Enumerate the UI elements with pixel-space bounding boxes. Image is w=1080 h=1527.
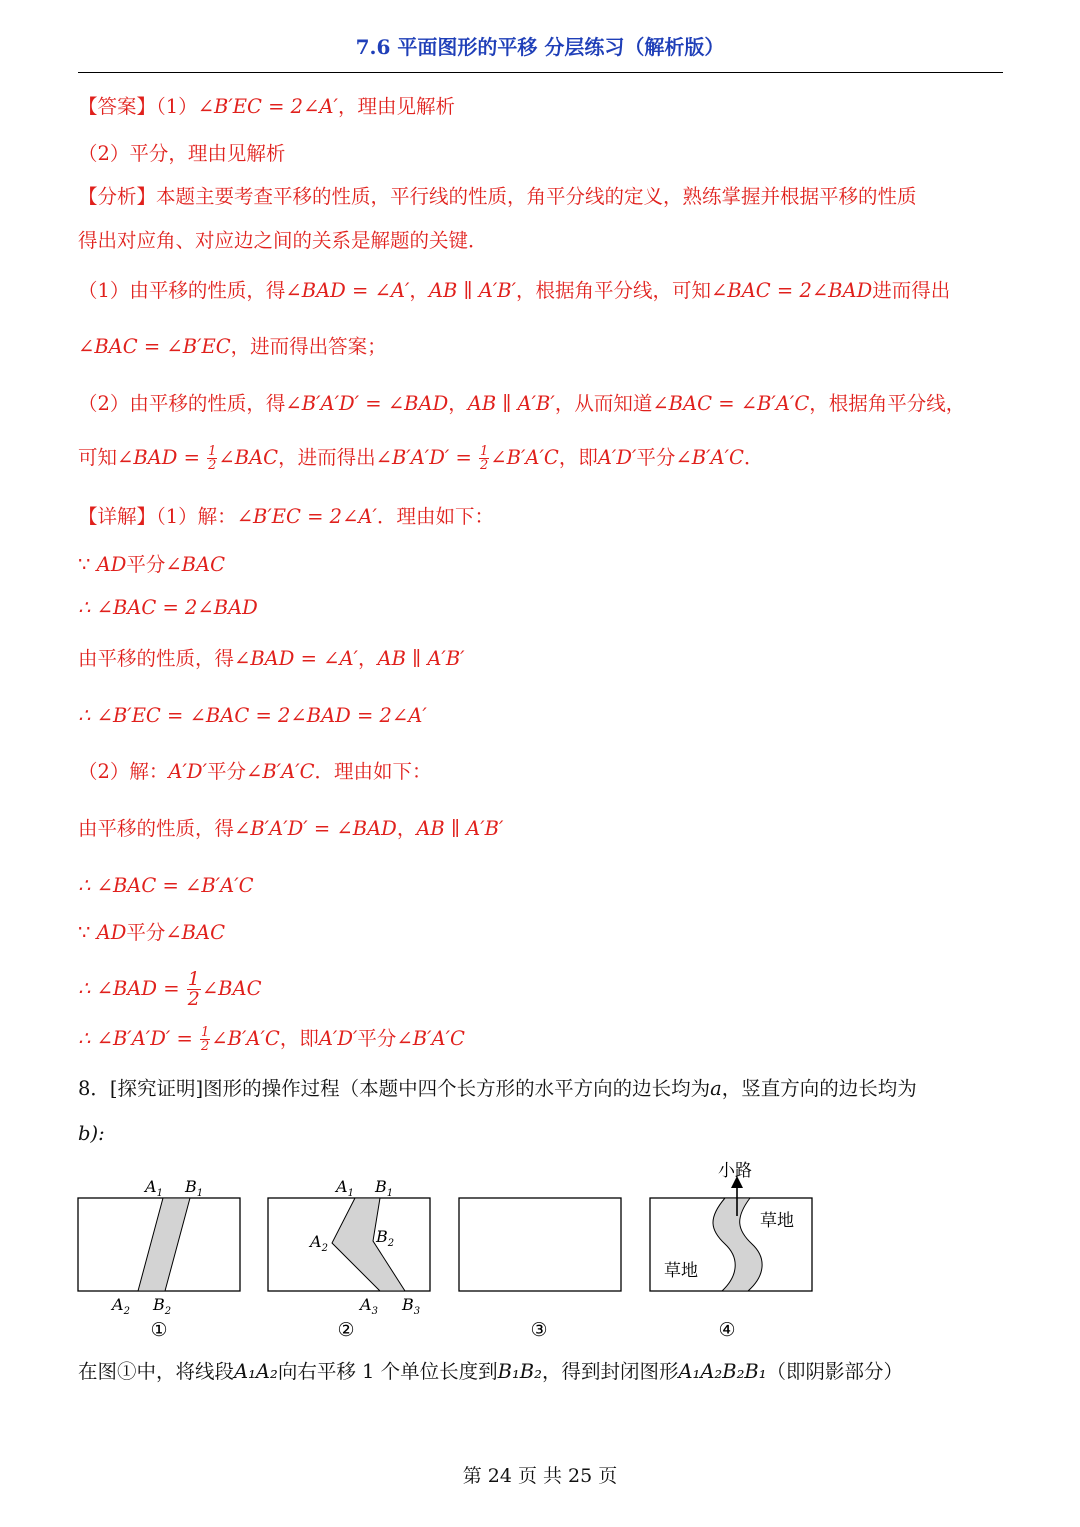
detail-l6-text-3: ．理由如下： xyxy=(314,760,432,783)
figure-3 xyxy=(459,1198,621,1341)
detail-line-5: ∴ ∠B′EC = ∠BAC = 2∠BAD = 2∠A′ xyxy=(78,704,427,727)
detail-l11-text-2: 平分 xyxy=(357,1027,397,1050)
detail-l11-math-4: ∠B′A′C xyxy=(396,1027,465,1050)
analysis-p2-math-7: ∠B′A′C xyxy=(490,446,559,469)
fraction-numerator: 1 xyxy=(480,444,489,459)
label-B1: $B_1$ xyxy=(185,1177,204,1199)
fraction-numerator: 1 xyxy=(208,444,217,459)
detail-l4-math-2: AB ∥ A′B′ xyxy=(377,647,465,670)
analysis-text-1: 本题主要考查平移的性质，平行线的性质，角平分线的定义，熟练掌握并根据平移的性质 xyxy=(156,185,917,208)
label-B2: $B_2$ xyxy=(153,1295,172,1317)
question8-bottom-line xyxy=(78,1358,903,1386)
detail-l7-math-2: AB ∥ A′B′ xyxy=(416,817,504,840)
analysis-p2-text-5: ，进而得出 xyxy=(278,446,376,469)
fraction-denominator: 2 xyxy=(480,458,489,473)
figure-3-rectangle xyxy=(459,1198,621,1291)
question8-text-2: ，竖直方向的边长均为 xyxy=(721,1077,917,1100)
fraction-half xyxy=(200,1026,210,1053)
detail-line-11 xyxy=(78,1025,465,1053)
analysis-p2-math-5: ∠BAC xyxy=(218,446,279,469)
detail-l6-math: A′D′ xyxy=(168,760,207,783)
analysis-p2-line-1 xyxy=(78,390,965,418)
analysis-p1-comma: ， xyxy=(409,279,429,302)
variable-a: a xyxy=(710,1077,722,1100)
shape-A1A2B2B1: A₁A₂B₂B₁ xyxy=(678,1360,767,1383)
analysis-p2-text: （2）由平移的性质，得 xyxy=(78,392,286,415)
analysis-p1-text-4: ，进而得出答案； xyxy=(230,335,387,358)
analysis-p2-math-4: ∠BAD = xyxy=(117,446,207,469)
q8-text-1: 在图①中，将线段 xyxy=(78,1360,235,1383)
fraction-denominator: 2 xyxy=(208,458,217,473)
label-A3: $A_3$ xyxy=(360,1295,378,1317)
fraction-half xyxy=(207,445,217,472)
figure-1 xyxy=(78,1177,240,1341)
q8-text-4: （即阴影部分） xyxy=(766,1360,904,1383)
analysis-p2-math-6: ∠B′A′D′ = xyxy=(375,446,479,469)
detail-l2-text: 平分 xyxy=(126,553,166,576)
label-B2: $B_2$ xyxy=(376,1227,395,1249)
figure-2-label: ② xyxy=(337,1319,355,1341)
detail-l11-math-2: ∠B′A′C xyxy=(211,1027,280,1050)
detail-l1-text-2: ．理由如下： xyxy=(376,505,494,528)
analysis-p1-text-3: 进而得出 xyxy=(872,279,951,302)
q8-text-3: ，得到封闭图形 xyxy=(541,1360,679,1383)
detail-line-1 xyxy=(78,503,494,531)
grass-label-right: 草地 xyxy=(760,1211,794,1231)
q8-text-2: 向右平移 1 个单位长度到 xyxy=(277,1360,498,1383)
detail-l7-math: ∠B′A′D′ = ∠BAD xyxy=(234,817,397,840)
path-label: 小路 xyxy=(718,1161,752,1181)
detail-l9-math-2: ∠BAC xyxy=(165,921,226,944)
header-divider xyxy=(78,72,1003,73)
fraction-denominator: 2 xyxy=(201,1039,210,1054)
analysis-p2-period: ． xyxy=(743,446,764,469)
question8-line-2: b): xyxy=(78,1122,105,1145)
analysis-p1-math-2: AB ∥ A′B′ xyxy=(428,279,517,302)
segment-B1B2: B₁B₂ xyxy=(497,1360,542,1383)
analysis-p2-line-2 xyxy=(78,444,763,472)
figure-4-label: ④ xyxy=(718,1319,736,1341)
analysis-p2-text-2: ，从而知道 xyxy=(554,392,653,415)
label-B1: $B_1$ xyxy=(375,1177,394,1199)
figure-1-label: ① xyxy=(150,1319,168,1341)
answer-p1-suffix: ，理由见解析 xyxy=(337,95,455,118)
analysis-p2-comma: ， xyxy=(448,392,468,415)
analysis-p1-line-1 xyxy=(78,277,950,305)
detail-l11-math: ∴ ∠B′A′D′ = xyxy=(78,1027,200,1050)
detail-l7-comma: ， xyxy=(396,817,417,840)
detail-l6-text: （2）解： xyxy=(78,760,169,783)
label-A1: $A_1$ xyxy=(145,1177,163,1199)
figure-3-label: ③ xyxy=(530,1319,548,1341)
figure-4 xyxy=(650,1161,812,1341)
page-footer: 第 24 页 共 25 页 xyxy=(462,1465,618,1487)
analysis-line-1 xyxy=(78,183,917,211)
analysis-p1-text-2: ，根据角平分线，可知 xyxy=(516,279,712,302)
detail-l7-text: 由平移的性质，得 xyxy=(78,817,235,840)
detail-l9-text: 平分 xyxy=(126,921,166,944)
detail-l2-math: AD xyxy=(96,553,127,576)
analysis-p2-text-6: ，即 xyxy=(558,446,598,469)
fraction-half xyxy=(187,970,201,1009)
because-symbol: ∵ xyxy=(78,553,97,576)
page-header-title: 7.6 平面图形的平移 分层练习（解析版） xyxy=(355,35,725,59)
label-A1: $A_1$ xyxy=(336,1177,354,1199)
answer-line-2: （2）平分，理由见解析 xyxy=(78,142,286,165)
detail-line-4 xyxy=(78,645,465,673)
answer-tag: 【答案】 xyxy=(78,95,157,118)
label-A2: $A_2$ xyxy=(310,1232,328,1254)
detail-l11-text: ，即 xyxy=(279,1027,319,1050)
fraction-numerator: 1 xyxy=(201,1025,210,1040)
answer-line-1 xyxy=(78,93,455,121)
detail-line-7 xyxy=(78,815,503,843)
analysis-tag: 【分析】 xyxy=(78,185,157,208)
figures-diagram xyxy=(70,1148,830,1348)
detail-l11-math-3: A′D′ xyxy=(318,1027,358,1050)
detail-line-8: ∴ ∠BAC = ∠B′A′C xyxy=(78,874,254,897)
segment-A1A2: A₁A₂ xyxy=(234,1360,278,1383)
fraction-half xyxy=(479,445,489,472)
detail-l4-comma: ， xyxy=(358,647,378,670)
detail-l1-math: ∠B′EC = 2∠A′ xyxy=(236,505,377,528)
analysis-p1-math-1: ∠BAD = ∠A′ xyxy=(285,279,410,302)
analysis-p2-math-3: ∠BAC = ∠B′A′C xyxy=(652,392,810,415)
detail-tag: 【详解】 xyxy=(78,505,157,528)
detail-l2-math-2: ∠BAC xyxy=(165,553,226,576)
analysis-line-2: 得出对应角、对应边之间的关系是解题的关键． xyxy=(78,229,488,252)
answer-p1-prefix: （1） xyxy=(156,95,198,118)
analysis-p1-math-4: ∠BAC = ∠B′EC xyxy=(78,335,231,358)
analysis-p1-line-2 xyxy=(78,333,387,361)
detail-l10-math-2: ∠BAC xyxy=(201,977,262,1000)
analysis-p2-math-8: A′D′ xyxy=(597,446,637,469)
fraction-denominator: 2 xyxy=(187,988,200,1010)
detail-l4-math: ∠BAD = ∠A′ xyxy=(234,647,358,670)
fraction-numerator: 1 xyxy=(187,968,200,990)
analysis-p2-math-2: AB ∥ A′B′ xyxy=(467,392,555,415)
answer-p1-math: ∠B′EC = 2∠A′ xyxy=(197,95,338,118)
detail-l9-math: AD xyxy=(96,921,127,944)
analysis-p1-text: （1）由平移的性质，得 xyxy=(78,279,286,302)
analysis-p1-math-3: ∠BAC = 2∠BAD xyxy=(711,279,873,302)
analysis-p2-text-3: ，根据角平分线， xyxy=(809,392,966,415)
analysis-p2-math-9: ∠B′A′C xyxy=(675,446,744,469)
detail-l4-text: 由平移的性质，得 xyxy=(78,647,235,670)
label-A2: $A_2$ xyxy=(112,1295,130,1317)
detail-line-9 xyxy=(78,919,225,947)
detail-l10-math: ∴ ∠BAD = xyxy=(78,977,186,1000)
detail-l1-text: （1）解： xyxy=(156,505,237,528)
label-B3: $B_3$ xyxy=(402,1295,421,1317)
detail-line-6 xyxy=(78,758,432,786)
analysis-p2-text-4: 可知 xyxy=(78,446,118,469)
detail-line-3: ∴ ∠BAC = 2∠BAD xyxy=(78,596,258,619)
question-number: 8． xyxy=(78,1077,110,1100)
analysis-p2-text-7: 平分 xyxy=(636,446,676,469)
detail-l6-text-2: 平分 xyxy=(207,760,247,783)
grass-label-left: 草地 xyxy=(664,1261,698,1281)
analysis-p2-math-1: ∠B′A′D′ = ∠BAD xyxy=(285,392,449,415)
question8-text-1: [探究证明]图形的操作过程（本题中四个长方形的水平方向的边长均为 xyxy=(109,1077,711,1100)
detail-line-2 xyxy=(78,551,225,579)
detail-l6-math-2: ∠B′A′C xyxy=(246,760,315,783)
question8-line-1 xyxy=(78,1075,917,1103)
figure-2 xyxy=(268,1177,430,1341)
detail-line-10 xyxy=(78,970,262,1009)
because-symbol: ∵ xyxy=(78,921,97,944)
